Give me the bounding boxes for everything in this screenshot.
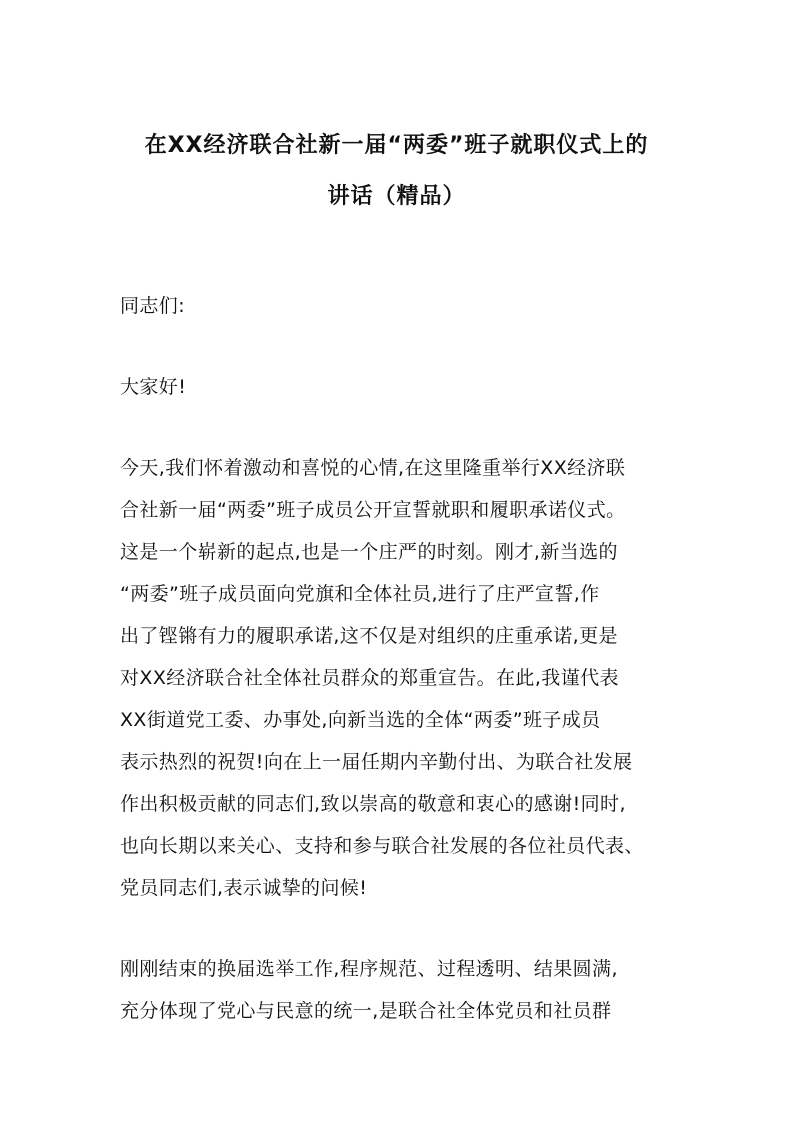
paragraph-1-line: 党员同志们,表示诚挚的问候! <box>120 877 368 899</box>
paragraph-1-line: “两委”班子成员面向党旗和全体社员,进行了庄严宣誓,作 <box>120 583 600 605</box>
paragraph-1-line: 表示热烈的祝贺!向在上一届任期内辛勤付出、为联合社发展 <box>120 751 633 773</box>
paragraph-1-line: 作出积极贡献的同志们,致以崇高的敬意和衷心的感谢!同时, <box>120 793 626 815</box>
paragraph-1-line: 也向长期以来关心、支持和参与联合社发展的各位社员代表、 <box>120 835 644 857</box>
paragraph-1-line: XX街道党工委、办事处,向新当选的全体“两委”班子成员 <box>120 709 601 731</box>
document-title-line-2: 讲话（精品） <box>327 184 466 209</box>
paragraph-2-line: 充分体现了党心与民意的统一,是联合社全体党员和社员群 <box>120 1000 612 1022</box>
paragraph-1-line: 出了铿锵有力的履职承诺,这不仅是对组织的庄重承诺,更是 <box>120 625 618 647</box>
salutation: 同志们: <box>120 295 186 317</box>
paragraph-1-line: 今天,我们怀着激动和喜悦的心情,在这里隆重举行XX经济联 <box>120 457 626 479</box>
paragraph-1-line: 这是一个崭新的起点,也是一个庄严的时刻。刚才,新当选的 <box>120 541 618 563</box>
paragraph-2-line: 刚刚结束的换届选举工作,程序规范、过程透明、结果圆满, <box>120 958 618 980</box>
paragraph-1-line: 合社新一届“两委”班子成员公开宣誓就职和履职承诺仪式。 <box>120 499 626 521</box>
paragraph-1-line: 对XX经济联合社全体社员群众的郑重宣告。在此,我谨代表 <box>120 667 619 689</box>
greeting: 大家好! <box>120 376 187 398</box>
document-title-line-1: 在XX经济联合社新一届“两委”班子就职仪式上的 <box>144 133 649 158</box>
